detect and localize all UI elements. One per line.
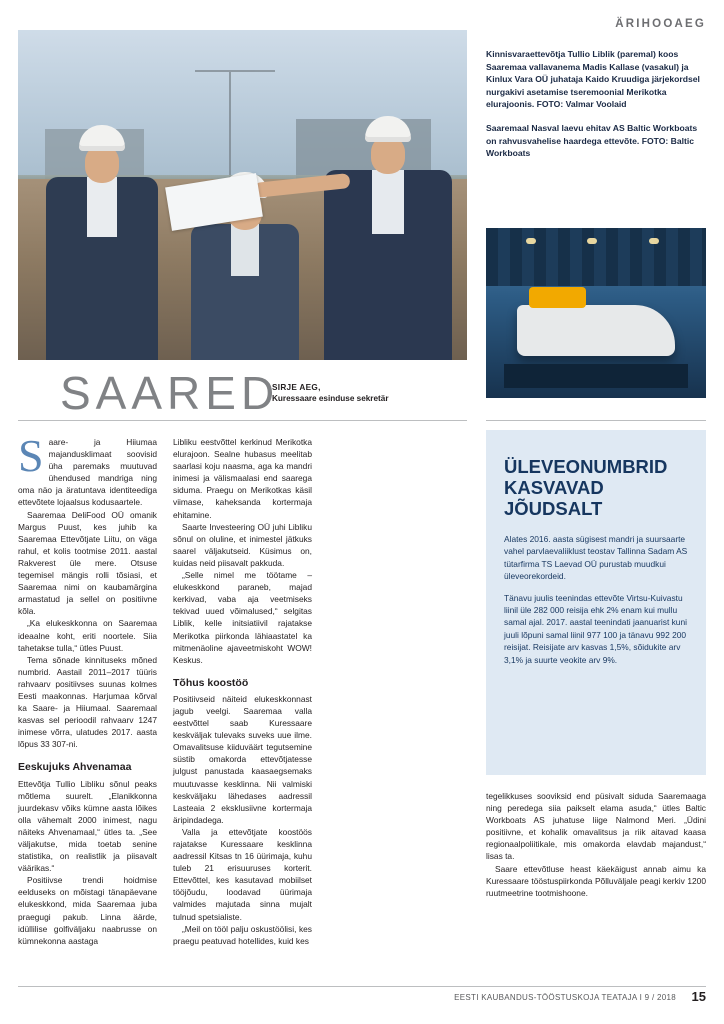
sidebar-paragraph: Tänavu juulis teenindas ettevõte Virtsu-Kuivastu liinil üle 282 000 reisija ehk 2% enam kui mullu samal ajal. 2017. aastal teenindati jaanuarist kuni juuli lõpuni samal liinil 977 100 ja tänavu 992 200 reisijat. Reisijate arv kasvas 1,5%, sõidukite arv 3,1% ja suurte veokite arv 9%.: [504, 592, 687, 665]
caption-block: [486, 48, 706, 171]
caption-photo1: Kinnisvaraettevõtja Tullio Liblik (paremal) koos Saaremaa vallavanema Madis Kallase (vasakul) ja Kinlux Vara OÜ juhataja Kaido Kruudiga järjekordsel nurgakivi asetamise tseremoonial Merikotka elurajoonis. FOTO: Valmar Voolaid: [486, 49, 700, 110]
paragraph: Saaremaa DeliFood OÜ omanik Margus Puust, kes juhib ka Saaremaa Ettevõtjate Liitu, on väga rahul, et kolis tootmise 2011. aastal Rakverest üle mere. Otsuse tegemisel mängis rolli tõsiasi, et Saaremaa nimi on kaubamärgina armastatud ja sellel on positiivne kõla.: [18, 509, 157, 617]
paragraph-text: aare- ja Hiiumaa majandusklimaat soovisid üha paremaks muutuvad ühendused mandriga ning oma näo ja äratuntava identiteediga ettevõtete lojaalsus kodusaartele.: [18, 437, 157, 508]
sidebar-title: ÜLEVEONUMBRID KASVAVAD JÕUDSALT: [504, 456, 668, 519]
paragraph: „Ka elukeskkonna on Saaremaa ideaalne koht, eriti noortele. Siia tahetakse tulla,“ ütles Puust.: [18, 618, 157, 653]
paragraph: Tema sõnade kinnituseks mõned numbrid. Aastail 2011–2017 tüüris rahvaarv positiivses suunas kolmes Eesti maakonnas. Harjumaa kõrval ka Saare- ja Hiiumaal. Saaremaal kasvas sel perioodil rahvaarv 1247 inimese võrra, ulatudes 2017. aasta lõpus 33 307-ni.: [18, 654, 157, 750]
photo-lamp: [526, 238, 536, 244]
article-column-4: [486, 790, 706, 899]
person-left: [42, 125, 162, 360]
paragraph: Saare ettevõtluse heast käekäigust annab aimu ka Kuressaare tööstuspiirkonda Põlluväljale peagi kerkiv 1200 ruutmeetrine tootmishoone.: [486, 863, 706, 898]
paragraph: Ettevõtja Tullio Libliku sõnul peaks mõtlema suurelt. „Elanikkonna juurdekasv võiks kümne aasta lõikes olla vähemalt 2000 inimest, nagu näiteks Ahvenamaal,“ ütles ta. „See väljakutse, mida toetab senine statistika, on realistlik ja piisavalt väärikas.“: [18, 778, 157, 874]
page-title-text: SAARED: [60, 367, 280, 419]
footer-text: EESTI KAUBANDUS-TÖÖSTUSKOJA TEATAJA I 9 / 2018: [454, 993, 676, 1002]
byline-role: Kuressaare esinduse sekretär: [272, 394, 389, 403]
hard-hat-icon: [365, 116, 411, 142]
byline-name: SIRJE AEG,: [272, 383, 321, 392]
hard-hat-icon: [79, 125, 125, 151]
page-number: 15: [691, 989, 706, 1004]
article-column-2: [173, 436, 312, 947]
paragraph: Positiivse trendi hoidmise eelduseks on mõistagi tänapäevane elukeskkond, mida Saaremaa juba praegugi pakub. Linna äärde, idüllilise golfiväljaku naabrusse on kümnekonna aastaga: [18, 875, 157, 946]
caption-photo2: Saaremaal Nasval laevu ehitav AS Baltic Workboats on rahvusvahelise haardega ettevõte. FOTO: Baltic Workboats: [486, 122, 698, 159]
sidebar-highlight-box: [486, 430, 706, 775]
divider-right: [486, 420, 706, 421]
photo-lamp: [649, 238, 659, 244]
photo-hall-roof: [486, 228, 706, 286]
paragraph: [18, 430, 157, 509]
sidebar-paragraph: Alates 2016. aasta sügisest mandri ja suursaarte vahel parvlaevaliiklust teostav Tallinna Sadam AS tütarfirma TS Laevad OÜ purustab muudkui üleveorekordeid.: [504, 534, 688, 582]
section-kicker: ÄRIHOOAEG: [615, 18, 706, 30]
footer-divider: [18, 986, 706, 987]
person-right: [318, 110, 458, 360]
shipyard-photo: [486, 228, 706, 398]
byline: [272, 382, 422, 404]
photo-boat: [517, 305, 675, 356]
paragraph: Positiivseid näiteid elukeskkonnast jagub veelgi. Saaremaa valla eestvõttel saab Kuressaare keskväljak tulevaks suveks uue ilme. Omavalitsuse kiiduväärt tegutsemine süstib omakorda ettevõtjatesse julgust panustada kaasaegsemaks muutuvasse kesklinna. Nii valmiski keskväljaku lähedases aadressil Lasteaia 2 eksklusiivne kortermaja äripindadega.: [173, 693, 312, 825]
photo-boat-hull: [504, 364, 689, 388]
paragraph: Valla ja ettevõtjate koostöös rajatakse Kuressaare kesklinna aadressil Kitsas tn 16 üürimaja, kuhu tuleb 21 erisuuruses korterit. Ettevõttel, kes kasutavad mobiilset tööjõudu, loodavad üürimaja valmides majutada sinna mujalt tulnud spetsialiste.: [173, 826, 312, 922]
hero-photo: [18, 30, 467, 360]
article-column-1: [18, 430, 157, 947]
photo-lamp: [587, 238, 597, 244]
divider-left: [18, 420, 467, 421]
page-title: [60, 366, 279, 420]
paragraph: tegelikkuses sooviksid end püsivalt siduda Saaremaaga ning peredega siia paikselt elama asuda,“ ütles Baltic Workboats AS juhatuse liige Nalmond Meri. „Üdini positiivne, et kohalik omavalitsus ja riik aitavad kaasa regionaalpoliitikale, mis omakorda elavdab majandust,“ lisas ta.: [486, 791, 706, 862]
paragraph: Saarte Investeering OÜ juhi Libliku sõnul on oluline, et inimestel jätkuks saarel väljakutseid. Küsimus on, kuidas neid piisavalt pakkuda.: [173, 521, 312, 568]
subheading-eeskujuks-ahvenamaa: Eeskujuks Ahvenamaa: [18, 761, 132, 774]
subheading-tohus-koostoo: Tõhus koostöö: [173, 676, 249, 689]
paragraph: „Selle nimel me töötame – elukeskkond paraneb, majad kerkivad, vaba aja veetmiseks tekivad uued võimalused,“ selgitas Liblik, kelle initsiatiivil rajatakse Merikotka piirkonda lähiaastatel ka mitmenäoline ajaveetmiskoht WOW! Keskus.: [173, 570, 312, 665]
paragraph: Libliku eestvõttel kerkinud Merikotka elurajoon. Sealne hubasus meelitab saarlasi koju naasma, aga ka mandri inimesi ja välismaalasi end saarega siduma. Praegu on Merikotkas käsil viimase, kaheksanda kortermaja ehitamine.: [173, 437, 312, 520]
paragraph: „Meil on tööl palju oskustöölisi, kes praegu peatuvad hotellides, kuid kes: [173, 923, 312, 946]
drop-cap: S: [18, 430, 44, 481]
sidebar-body: [486, 519, 706, 666]
